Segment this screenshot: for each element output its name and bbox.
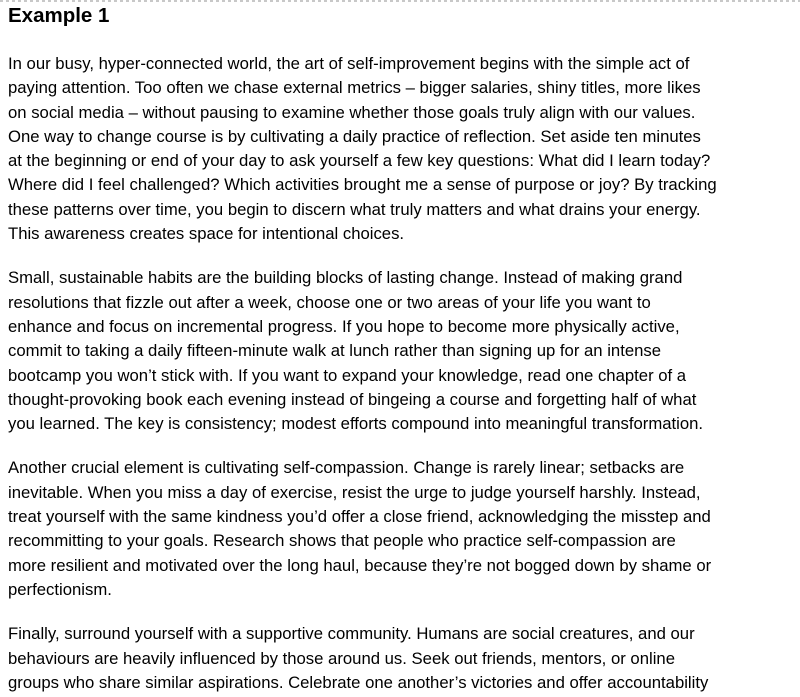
paragraph-line: commit to taking a daily fifteen-minute walk at lunch rather than signing up for an intense — [8, 341, 662, 361]
paragraph-line: at the beginning or end of your day to ask yourself a few key questions: What did I learn today? — [8, 151, 711, 171]
paragraph-line: resolutions that fizzle out after a week, choose one or two areas of your life you want to — [8, 292, 651, 312]
paragraph-line: more resilient and motivated over the long haul, because they’re not bogged down by shame or — [8, 555, 712, 575]
paragraph-line: perfectionism. — [8, 579, 112, 599]
paragraph-line: In our busy, hyper-connected world, the art of self-improvement begins with the simple act of — [8, 54, 690, 73]
paragraph-line: Small, sustainable habits are the building blocks of lasting change. Instead of making grand — [8, 268, 683, 288]
paragraph-line: you learned. The key is consistency; modest efforts compound into meaningful transformation. — [8, 414, 704, 434]
paragraph-4 — [8, 622, 794, 695]
paragraph-2 — [8, 266, 794, 436]
paragraph-line: One way to change course is by cultivating a daily practice of reflection. Set aside ten minutes — [8, 126, 701, 146]
paragraph-line: recommitting to your goals. Research shows that people who practice self-compassion are — [8, 531, 676, 551]
paragraph-line: these patterns over time, you begin to discern what truly matters and what drains your energy. — [8, 199, 701, 219]
paragraph-line: This awareness creates space for intentional choices. — [8, 224, 405, 244]
paragraph-line: on social media – without pausing to examine whether those goals truly align with our values. — [8, 102, 696, 122]
paragraph-line: groups who share similar aspirations. Celebrate one another’s victories and offer accountability — [8, 672, 709, 692]
paragraph-line: treat yourself with the same kindness you’d offer a close friend, acknowledging the misstep and — [8, 507, 711, 527]
document-body — [8, 4, 794, 697]
paragraph-line: bootcamp you won’t stick with. If you want to expand your knowledge, read one chapter of a — [8, 365, 687, 385]
paragraph-line: Finally, surround yourself with a supportive community. Humans are social creatures, and our — [8, 624, 695, 644]
top-dotted-border — [0, 0, 800, 2]
paragraph-line: behaviours are heavily influenced by those around us. Seek out friends, mentors, or online — [8, 648, 675, 668]
paragraph-1 — [8, 52, 794, 246]
paragraph-3 — [8, 456, 794, 602]
paragraph-line: Where did I feel challenged? Which activities brought me a sense of purpose or joy? By tracking — [8, 175, 717, 195]
paragraph-line: inevitable. When you miss a day of exercise, resist the urge to judge yourself harshly. Instead, — [8, 482, 701, 502]
paragraph-line: thought-provoking book each evening instead of bingeing a course and forgetting half of what — [8, 389, 697, 409]
paragraph-line: enhance and focus on incremental progress. If you hope to become more physically active, — [8, 316, 680, 336]
paragraph-line: paying attention. Too often we chase external metrics – bigger salaries, shiny titles, more likes — [8, 78, 701, 98]
paragraph-line: Another crucial element is cultivating self-compassion. Change is rarely linear; setbacks are — [8, 458, 685, 478]
document-title: Example 1 — [8, 4, 110, 27]
